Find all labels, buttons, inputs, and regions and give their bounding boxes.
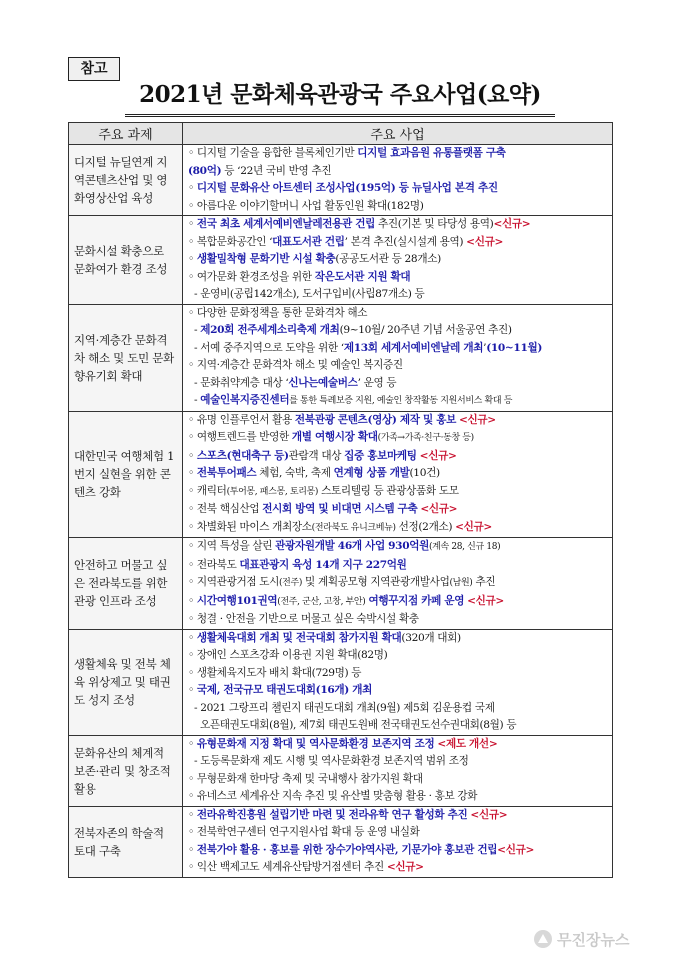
project-line <box>188 305 609 323</box>
line-text: 추진 <box>472 576 496 588</box>
highlight-text: 여행꾸지점 카페 운영 <box>368 594 465 607</box>
project-line <box>188 859 609 877</box>
highlight-text: 전라유학진흥원 설립기반 마련 및 전라유학 연구 활성화 추진 <box>196 808 468 821</box>
line-text: - 운영비(공립142개소), 도서구입비(사립87개소) 등 <box>194 288 425 300</box>
line-text: ◦ 캐릭터 <box>188 484 227 497</box>
highlight-text: 스포츠(현대축구 등) <box>196 449 289 462</box>
line-text: 추진(기본 및 타당성 용역) <box>374 218 494 230</box>
project-line <box>188 465 609 483</box>
project-line <box>188 357 609 375</box>
project-items-cell <box>183 216 613 305</box>
project-line <box>188 682 609 700</box>
highlight-text: 디지털 효과음원 유통플랫폼 구축 <box>357 147 506 159</box>
line-text: ◦ <box>188 737 197 750</box>
line-text: ’ 운영 등 <box>357 376 397 389</box>
line-text: ◦ 복합문화공간인 ‘ <box>188 235 273 248</box>
project-line <box>188 198 609 216</box>
project-items-cell <box>183 304 613 411</box>
highlight-text: (80억) <box>188 164 222 177</box>
project-line <box>188 412 609 430</box>
table-row <box>69 216 613 305</box>
project-line <box>188 269 609 287</box>
highlight-text: 집중 홍보마케팅 <box>344 449 417 462</box>
projects-table <box>68 122 613 878</box>
project-line <box>188 753 609 771</box>
new-badge: <신규> <box>497 843 534 856</box>
project-line <box>188 483 609 502</box>
watermark <box>534 926 674 952</box>
line-text: (남원) <box>449 578 473 588</box>
line-text: - <box>194 324 201 336</box>
line-text: ◦ 유명 인플루언서 활용 <box>188 413 295 426</box>
new-badge: <신규> <box>470 808 508 821</box>
highlight-text: 제13회 세계서예비엔날레 개최 <box>343 341 484 354</box>
table-body <box>69 145 613 878</box>
line-text: 관람객 대상 <box>288 449 345 462</box>
line-text: ◦ <box>188 449 197 462</box>
line-text: ◦ 차별화된 마이스 개최장소 <box>188 520 312 533</box>
line-text: 체험, 숙박, 축제 <box>256 467 334 479</box>
highlight-text: 생활체육대회 개최 및 전국대회 참가지원 확대 <box>196 631 402 644</box>
project-line <box>188 286 609 304</box>
highlight-text: 디지털 문화유산 아트센터 조성사업(195억) 등 뉴딜사업 본격 추진 <box>196 182 498 194</box>
table-row <box>69 411 613 538</box>
line-text: - 서예 중주지역으로 도약을 위한 ‘ <box>194 341 344 354</box>
new-badge: <신규> <box>386 861 424 873</box>
watermark-text: 무진장뉴스 <box>557 930 630 949</box>
line-text: ◦ 무형문화재 한마당 축제 및 국내행사 참가지원 확대 <box>188 772 423 785</box>
line-text: (계속 28, 신규 18) <box>429 542 501 552</box>
project-line <box>188 251 609 269</box>
new-badge: <신규> <box>455 520 492 533</box>
table-row <box>69 304 613 411</box>
project-line <box>188 538 609 557</box>
line-text: ◦ <box>188 594 197 607</box>
task-cell: 안전하고 머물고 싶은 전라북도를 위한 관광 인프라 조성 <box>69 538 183 630</box>
table-row <box>69 538 613 630</box>
line-text: (전주) <box>279 578 303 588</box>
news-logo-icon <box>534 930 552 948</box>
line-text: ◦ 전북학연구센터 연구지원사업 확대 등 운영 내실화 <box>188 826 420 838</box>
task-cell: 지역·계층간 문화격차 해소 및 도민 문화향유기회 확대 <box>69 304 183 411</box>
highlight-text: 전북관광 콘텐츠(영상) 제작 및 홍보 <box>294 413 456 426</box>
project-line <box>188 593 609 612</box>
project-line <box>188 824 609 842</box>
highlight-text: 신나는예술버스 <box>288 376 358 389</box>
new-badge: <신규> <box>493 218 531 230</box>
line-text: (320개 대회) <box>401 631 461 644</box>
highlight-text: 제20회 전주세계소리축제 개최 <box>200 324 340 336</box>
line-text: ◦ <box>188 808 197 821</box>
project-line <box>188 234 609 252</box>
line-text: ◦ <box>188 467 197 479</box>
highlight-text: 관광자원개발 46개 사업 930억원 <box>275 540 429 552</box>
highlight-text: 전시회 방역 및 비대면 시스템 구축 <box>262 503 418 515</box>
new-badge: <제도 개선> <box>437 737 498 750</box>
new-badge: <신규> <box>459 413 496 426</box>
line-text: - 2021 그랑프리 챌린지 태권도대회 개최(9월) 제5회 김운용컵 국제 <box>194 701 495 714</box>
project-line <box>188 322 609 340</box>
project-line <box>188 180 609 198</box>
highlight-text: 대표관광지 육성 14개 지구 227억원 <box>239 558 407 571</box>
line-text: (공공도서관 등 28개소) <box>335 253 441 265</box>
line-text: 오픈태권도대회(8월), 제7회 태권도원배 전국태권도선수권대회(8월) 등 <box>200 719 517 731</box>
highlight-text: 연계형 상품 개발 <box>333 467 410 479</box>
project-line <box>188 375 609 393</box>
highlight-text: 국제, 전국규모 태권도대회(16개) 개최 <box>196 684 373 696</box>
project-line <box>188 145 609 163</box>
line-text: ◦ <box>188 218 197 230</box>
table-row <box>69 145 613 216</box>
project-items-cell <box>183 411 613 538</box>
project-line <box>188 807 609 825</box>
line-text: 등 ‘22년 국비 반영 추진 <box>221 164 332 177</box>
header-projects: 주요 사업 <box>183 123 613 145</box>
project-line <box>188 647 609 665</box>
line-text: ◦ 전라북도 <box>188 558 240 571</box>
line-text: - 문화취약계층 대상 ‘ <box>194 376 289 389</box>
highlight-text: 전국 최초 세계서예비엔날레전용관 건립 <box>196 218 375 230</box>
task-cell: 문화유산의 체계적 보존·관리 및 창조적 활용 <box>69 735 183 806</box>
project-line <box>188 665 609 683</box>
line-text: 선정(2개소) <box>395 520 456 533</box>
line-text: ◦ 여가문화 환경조성을 위한 <box>188 270 315 283</box>
project-line <box>188 736 609 754</box>
table-row <box>69 735 613 806</box>
project-line <box>188 216 609 234</box>
line-text: (투어몽, 패스몽, 토리몽) <box>226 486 319 497</box>
project-items-cell <box>183 629 613 735</box>
project-line <box>188 501 609 519</box>
project-line <box>188 700 609 718</box>
project-items-cell <box>183 145 613 216</box>
project-line <box>188 717 609 735</box>
project-line <box>188 163 609 181</box>
line-text: ◦ 디지털 기술을 융합한 블록체인기반 <box>188 147 358 159</box>
project-items-cell <box>183 735 613 806</box>
line-text: (10건) <box>409 467 440 479</box>
line-text: ◦ <box>188 684 197 696</box>
highlight-text: 개별 여행시장 확대 <box>291 431 378 443</box>
new-badge: <신규> <box>420 503 458 515</box>
line-text: ◦ 여행트렌드를 반영한 <box>188 431 292 443</box>
line-text: ◦ 지역관광거점 도시 <box>188 576 280 588</box>
new-badge: <신규> <box>419 449 457 462</box>
line-text: (9~10월/ 20주년 기념 서울공연 추진) <box>339 324 512 336</box>
line-text: ◦ 지역·계층간 문화격차 해소 및 예술인 복지증진 <box>188 359 403 371</box>
line-text: ◦ <box>188 631 197 644</box>
line-text: ’ <box>483 341 487 354</box>
line-text: ’ 본격 추진(실시설계 용역) <box>344 235 467 248</box>
project-line <box>188 630 609 648</box>
project-items-cell <box>183 806 613 877</box>
project-line <box>188 611 609 629</box>
task-cell: 대한민국 여행체험 1번지 실현을 위한 콘텐츠 강화 <box>69 411 183 538</box>
highlight-text: 작은도서관 지원 확대 <box>314 270 411 283</box>
highlight-text: 대표도서관 건립 <box>272 235 345 248</box>
line-text: ◦ 전북 핵심산업 <box>188 503 263 515</box>
line-text: - 도등록문화재 제도 시행 및 역사문화환경 보존지역 범위 조정 <box>194 755 469 767</box>
highlight-text: (10~11월) <box>486 341 543 354</box>
line-text: ◦ <box>188 253 197 265</box>
project-line <box>188 340 609 358</box>
line-text: ◦ 지역 특성을 살린 <box>188 540 276 552</box>
project-line <box>188 788 609 806</box>
task-cell: 생활체육 및 전북 체육 위상제고 및 태권도 성지 조성 <box>69 629 183 735</box>
table-header-row <box>69 123 613 145</box>
line-text: ◦ 유네스코 세계유산 지속 추진 및 유산별 맞춤형 활용 · 홍보 강화 <box>188 790 478 802</box>
line-text: 스토리텔링 등 관광상품화 도모 <box>318 484 459 497</box>
line-text: ◦ 익산 백제고도 세계유산탐방거점센터 추진 <box>188 861 387 873</box>
line-text: ◦ <box>188 182 197 194</box>
line-text: ◦ 다양한 문화정책을 통한 문화격차 해소 <box>188 306 368 319</box>
new-badge: <신규> <box>467 594 504 607</box>
table-row <box>69 629 613 735</box>
highlight-text: 생활밀착형 문화기반 시설 확충 <box>196 253 336 265</box>
line-text: ◦ <box>188 843 197 856</box>
line-text: 를 통한 특례보증 지원, 예술인 창작활동 지원서비스 확대 등 <box>289 396 513 406</box>
task-cell: 문화시설 확충으로 문화여가 환경 조성 <box>69 216 183 305</box>
project-items-cell <box>183 538 613 630</box>
line-text: ◦ 아름다운 이야기할머니 사업 활동인원 확대(182명) <box>188 199 424 212</box>
line-text: - <box>194 394 201 406</box>
new-badge: <신규> <box>466 235 503 248</box>
line-text: ◦ 청결 · 안전을 기반으로 머물고 싶은 숙박시설 확충 <box>188 613 419 625</box>
line-text: (전라북도 유니크베뉴) <box>311 522 396 533</box>
project-line <box>188 519 609 538</box>
line-text: (가족→가족·친구·동창 등) <box>377 433 474 443</box>
project-line <box>188 842 609 860</box>
project-line <box>188 771 609 789</box>
reference-tag: 참고 <box>68 57 120 81</box>
highlight-text: 전북가야 활용 · 홍보를 위한 장수가야역사관, 기문가야 홍보관 건립 <box>196 843 498 856</box>
project-line <box>188 448 609 466</box>
line-text: (전주, 군산, 고창, 부안) <box>277 596 366 607</box>
project-line <box>188 392 609 411</box>
highlight-text: 전북투어패스 <box>196 467 257 479</box>
project-line <box>188 574 609 593</box>
line-text: ◦ 장애인 스포츠강좌 이용권 지원 확대(82명) <box>188 649 388 661</box>
highlight-text: 유형문화재 지정 확대 및 역사문화환경 보존지역 조정 <box>196 737 435 750</box>
highlight-text: 시간여행101권역 <box>196 594 278 607</box>
project-line <box>188 429 609 448</box>
line-text: ◦ 생활체육지도자 배치 확대(729명) 등 <box>188 666 362 679</box>
table-row <box>69 806 613 877</box>
project-line <box>188 557 609 575</box>
header-task: 주요 과제 <box>69 123 183 145</box>
document-title: 2021년 문화체육관광국 주요사업(요약) <box>125 76 555 117</box>
highlight-text: 예술인복지증진센터 <box>200 394 290 406</box>
task-cell: 전북자존의 학술적 토대 구축 <box>69 806 183 877</box>
task-cell: 디지털 뉴딜연계 지역콘텐츠산업 및 영화영상산업 육성 <box>69 145 183 216</box>
line-text: 및 계획공모형 지역관광개발사업 <box>302 576 450 588</box>
